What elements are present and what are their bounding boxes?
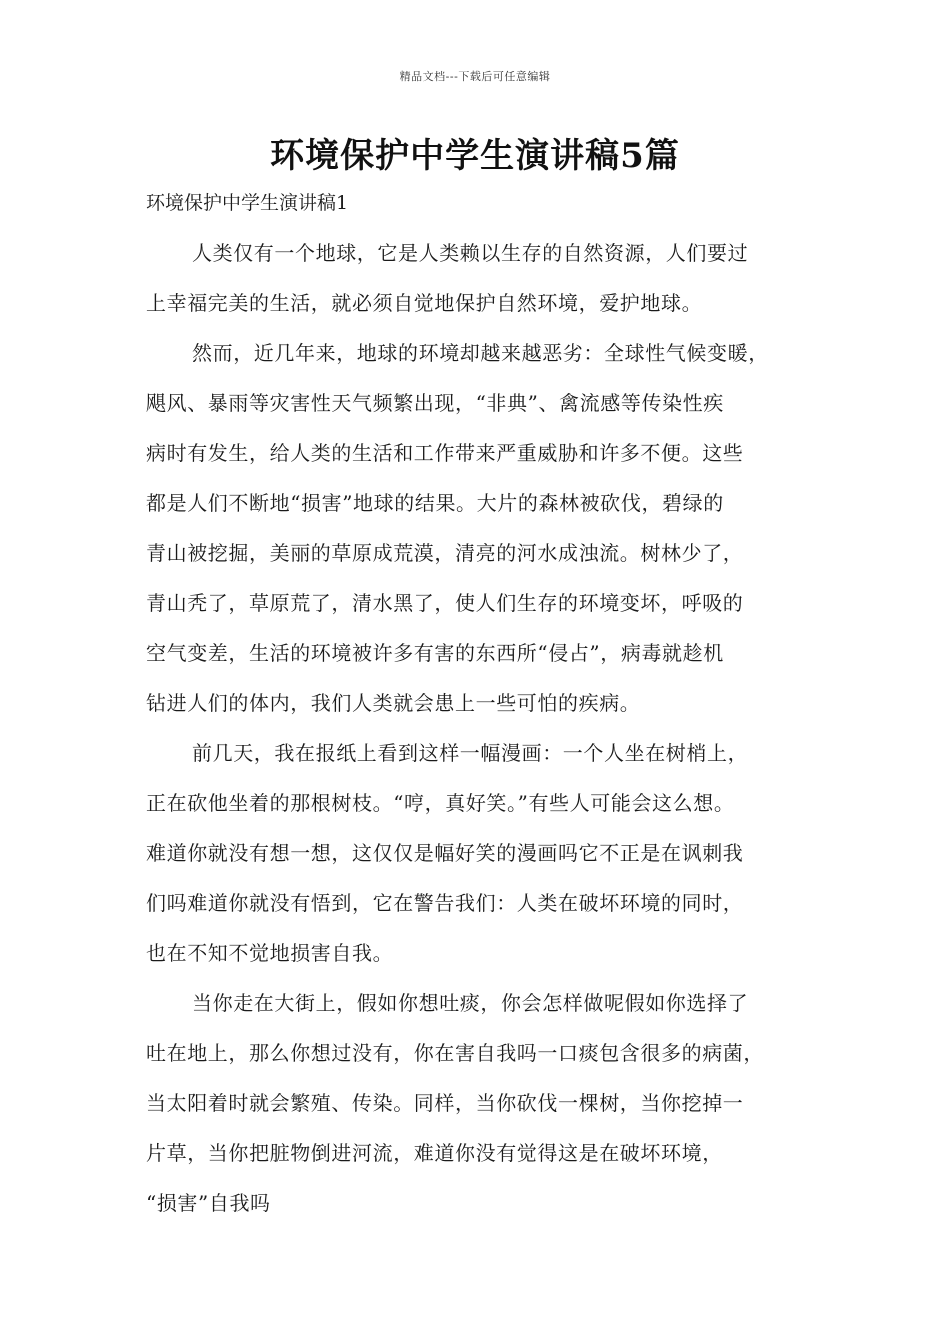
section-title: 环境保护中学生演讲稿1: [146, 192, 349, 214]
document-title: 环境保护中学生演讲稿5篇: [270, 136, 680, 176]
paragraph-line: 青山秃了，草原荒了，清水黑了，使人们生存的环境变坏，呼吸的: [146, 591, 744, 615]
paragraph-line: “损害”自我吗: [146, 1191, 271, 1215]
paragraph: [146, 328, 806, 728]
paragraph-line: 们吗难道你就没有悟到，它在警告我们：人类在破坏环境的同时，: [146, 891, 744, 915]
paragraph-line: 病时有发生，给人类的生活和工作带来严重威胁和许多不便。这些: [146, 441, 744, 465]
paragraph: [146, 978, 806, 1228]
paragraph-line: 正在砍他坐着的那根树枝。“哼，真好笑。”有些人可能会这么想。: [146, 791, 735, 815]
paragraph-line: 钻进人们的体内，我们人类就会患上一些可怕的疾病。: [146, 691, 641, 715]
paragraph-line: 当太阳着时就会繁殖、传染。同样，当你砍伐一棵树，当你挖掉一: [146, 1091, 744, 1115]
paragraph-line: 也在不知不觉地损害自我。: [146, 941, 394, 965]
paragraph-line: 青山被挖掘，美丽的草原成荒漠，清亮的河水成浊流。树林少了，: [146, 541, 744, 565]
paragraph-line: 难道你就没有想一想，这仅仅是幅好笑的漫画吗它不正是在讽刺我: [146, 841, 744, 865]
document-body: [146, 228, 806, 1228]
paragraph-line: 空气变差，生活的环境被许多有害的东西所“侵占”，病毒就趁机: [146, 641, 724, 665]
paragraph: [146, 228, 806, 328]
paragraph-line: 都是人们不断地“损害”地球的结果。大片的森林被砍伐，碧绿的: [146, 491, 724, 515]
paragraph-line: 飓风、暴雨等灾害性天气频繁出现，“非典”、禽流感等传染性疾: [146, 391, 724, 415]
paragraph-line: 上幸福完美的生活，就必须自觉地保护自然环境，爱护地球。: [146, 291, 703, 315]
paragraph-line: 然而，近几年来，地球的环境却越来越恶劣：全球性气候变暖，: [192, 341, 769, 365]
paragraph-line: 当你走在大街上，假如你想吐痰，你会怎样做呢假如你选择了: [192, 991, 749, 1015]
header-note: 精品文档---下载后可任意编辑: [399, 70, 551, 83]
paragraph-line: 吐在地上，那么你想过没有，你在害自我吗一口痰包含很多的病菌，: [146, 1041, 764, 1065]
paragraph-line: 前几天，我在报纸上看到这样一幅漫画：一个人坐在树梢上，: [192, 741, 749, 765]
paragraph-line: 片草，当你把脏物倒进河流，难道你没有觉得这是在破坏环境，: [146, 1141, 723, 1165]
paragraph: [146, 728, 806, 978]
paragraph-line: 人类仅有一个地球，它是人类赖以生存的自然资源，人们要过: [192, 241, 749, 265]
